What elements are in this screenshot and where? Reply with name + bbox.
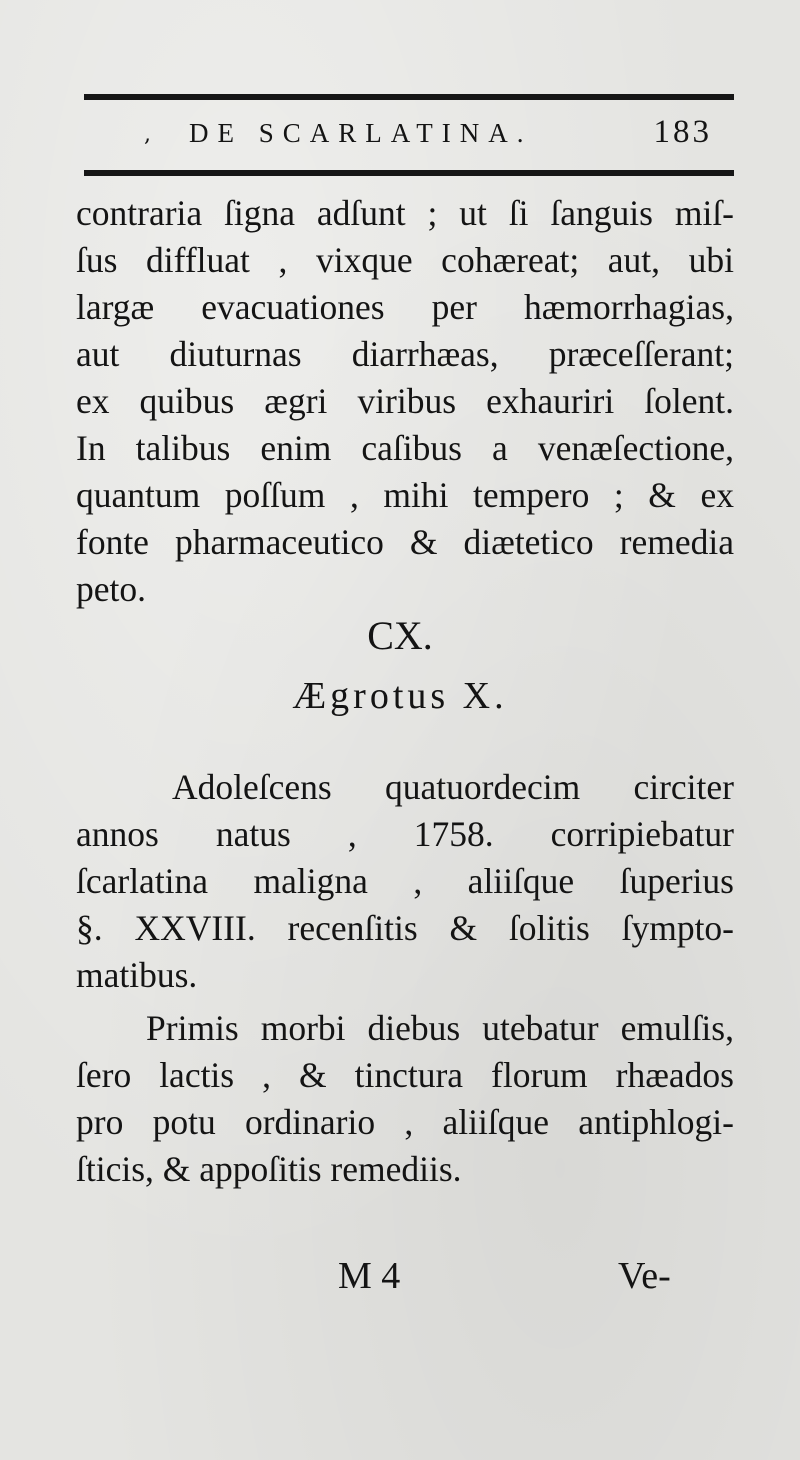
running-head <box>84 112 734 160</box>
text-line: ſcarlatina maligna , aliiſque ſuperius <box>76 861 734 901</box>
page-number: 183 <box>653 114 712 150</box>
text-line: peto. <box>76 569 146 609</box>
header-rule-bottom <box>84 170 734 176</box>
text-line: aut diuturnas diarrhæas, præceſſerant; <box>76 334 734 374</box>
text-line: ſero lactis , & tinctura florum rhæados <box>76 1055 734 1095</box>
running-head-mark: , <box>144 122 151 147</box>
paragraph-treatment <box>76 1005 734 1193</box>
case-title: Ægrotus X. <box>292 675 508 717</box>
paragraph-case-description <box>76 764 734 999</box>
text-line: Adoleſcens quatuordecim circiter <box>172 767 734 807</box>
text-line: Primis morbi diebus utebatur emulſis, <box>146 1008 734 1048</box>
text-line: fonte pharmaceutico & diætetico remedia <box>76 522 734 562</box>
page-footer <box>0 1254 800 1304</box>
catchword: Ve- <box>618 1255 671 1297</box>
section-number: CX. <box>367 613 433 658</box>
text-line: pro potu ordinario , aliiſque antiphlogi- <box>76 1102 734 1142</box>
text-line: §. XXVIII. recenſitis & ſolitis ſympto- <box>76 908 734 948</box>
text-line: largæ evacuationes per hæmorrhagias, <box>76 287 734 327</box>
text-line: ſticis, & appoſitis remediis. <box>76 1149 462 1189</box>
text-line: contraria ſigna adſunt ; ut ſi ſanguis miſ- <box>76 193 734 233</box>
running-head-title: DE SCARLATINA. <box>189 118 533 148</box>
text-line: quantum poſſum , mihi tempero ; & ex <box>76 475 734 515</box>
signature-mark: M 4 <box>338 1255 401 1297</box>
text-line: ex quibus ægri viribus exhauriri ſolent. <box>76 381 734 421</box>
header-rule-top <box>84 94 734 100</box>
text-line: ſus diffluat , vixque cohæreat; aut, ubi <box>76 240 734 280</box>
text-line: annos natus , 1758. corripiebatur <box>76 814 734 854</box>
text-line: matibus. <box>76 955 198 995</box>
text-line: In talibus enim caſibus a venæſectione, <box>76 428 734 468</box>
paragraph-continuation <box>76 190 734 613</box>
